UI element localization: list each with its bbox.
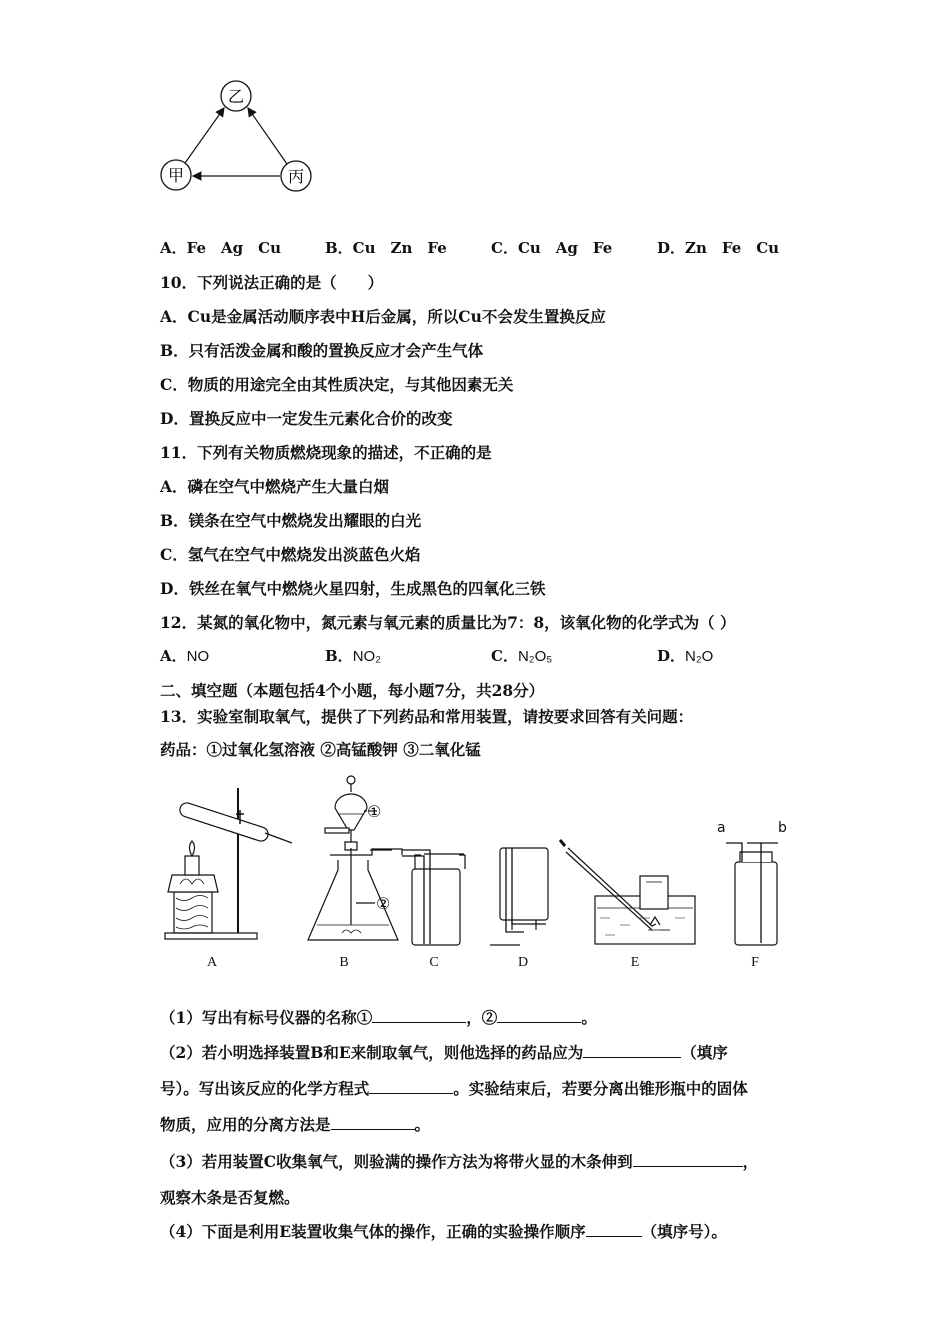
label-e: E [630,955,640,970]
q12-option-a: A．NO [160,647,210,665]
label-d: D [517,955,529,970]
q11-option-a: A．磷在空气中燃烧产生大量白烟 [160,477,390,496]
q13-part1: （1）写出有标号仪器的名称① ，② 。 [160,1008,597,1027]
apparatus-e [560,840,695,944]
tube-b-label: b [778,820,787,836]
q13-part2-line1: （2）若小明选择装置B和E来制取氧气，则他选择的药品应为 （填序 [160,1043,728,1062]
q12-option-d: D．N₂O [657,647,714,665]
apparatus-c [402,850,465,945]
q11-option-b: B．镁条在空气中燃烧发出耀眼的白光 [160,511,422,530]
q12-option-c: C．N₂O₅ [491,647,553,665]
q10-option-d: D．置换反应中一定发生元素化合价的改变 [160,409,453,428]
label-a: A [206,955,218,970]
apparatus-d [490,848,548,945]
node-jia: 甲 [167,166,185,185]
apparatus-a [165,788,292,939]
marker-2: ② [376,894,391,913]
apparatus-f [726,843,778,945]
q13-stem: 13．实验室制取氧气，提供了下列药品和常用装置，请按要求回答有关问题： [160,707,694,726]
q9-option-b: B．Cu Zn Fe [325,239,447,257]
label-b: B [339,955,349,970]
q13-part3-line2: 观察木条是否复燃。 [160,1188,300,1207]
node-yi: 乙 [227,87,245,106]
q13-drugs: 药品：①过氧化氢溶液 ②高锰酸钾 ③二氧化锰 [160,740,481,759]
q13-part4: （4）下面是利用E装置收集气体的操作，正确的实验操作顺序 （填序号）。 [160,1222,727,1241]
q11-stem: 11．下列有关物质燃烧现象的描述，不正确的是 [160,443,492,462]
q13-part3-line1: （3）若用装置C收集氧气，则验满的操作方法为将带火显的木条伸到 ， [160,1152,759,1171]
q12-option-b: B．NO₂ [325,647,382,665]
blank-4 [369,1078,453,1095]
q10-stem: 10．下列说法正确的是（ ） [160,273,384,292]
blank-3 [583,1042,681,1059]
section-heading: 二、填空题（本题包括4个小题，每小题7分，共28分） [160,681,545,700]
q13-part2-line2: 号）。写出该反应的化学方程式 。实验结束后，若要分离出锥形瓶中的固体 [160,1079,748,1098]
node-bing: 丙 [287,167,305,186]
apparatus-figure [160,770,800,975]
blank-7 [586,1221,642,1238]
q12-stem: 12．某氮的氧化物中，氮元素与氧元素的质量比为7：8，该氧化物的化学式为（ ） [160,613,736,632]
blank-6 [633,1151,743,1168]
apparatus-b [308,776,402,940]
label-c: C [429,955,439,970]
label-f: F [751,955,759,970]
q11-option-d: D．铁丝在氧气中燃烧火星四射，生成黑色的四氧化三铁 [160,579,546,598]
q10-option-a: A．Cu是金属活动顺序表中H后金属，所以Cu不会发生置换反应 [160,307,606,326]
q9-option-c: C．Cu Ag Fe [491,239,613,257]
q11-option-c: C．氢气在空气中燃烧发出淡蓝色火焰 [160,545,421,564]
tube-a-label: a [717,820,726,836]
blank-2 [497,1007,581,1024]
blank-1 [372,1007,466,1024]
blank-5 [331,1114,415,1131]
q10-option-b: B．只有活泼金属和酸的置换反应才会产生气体 [160,341,484,360]
q9-option-a: A．Fe Ag Cu [160,239,281,257]
q13-part2-line3: 物质，应用的分离方法是 。 [160,1115,431,1134]
q10-option-c: C．物质的用途完全由其性质决定，与其他因素无关 [160,375,514,394]
q9-option-d: D．Zn Fe Cu [657,239,780,257]
marker-1: ① [367,802,382,821]
metal-triangle-diagram [155,75,325,200]
